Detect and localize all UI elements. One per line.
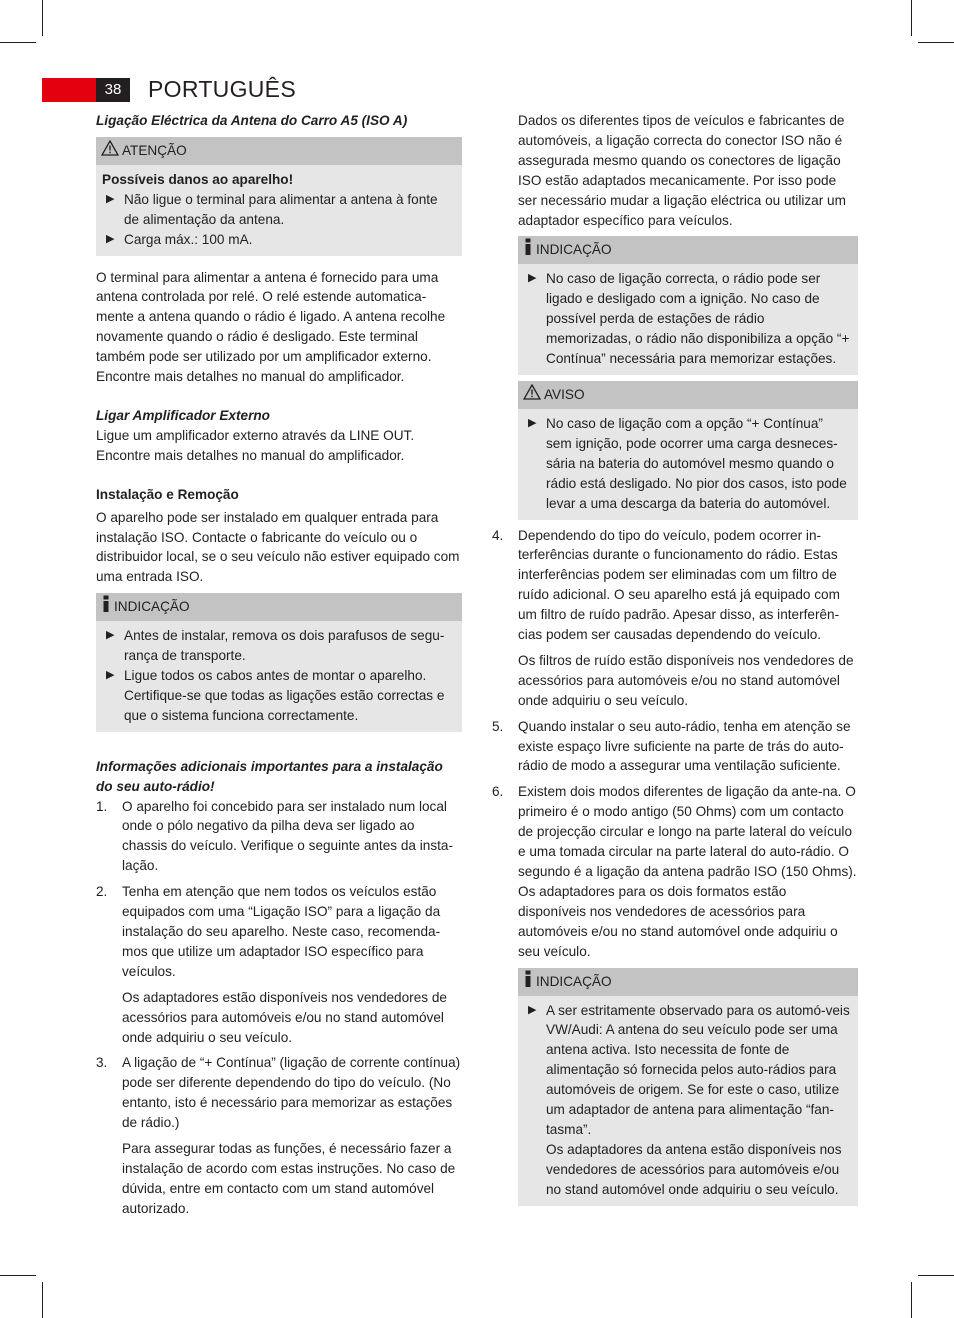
crop-mark — [0, 1275, 36, 1276]
arrow-right-icon: ▶ — [528, 416, 537, 429]
numbered-item: 1. O aparelho foi concebido para ser instalado num local onde o pólo negativo da pilha deva ser ligado ao chassis do veículo. Verifique o seguinte antes da insta-lação. — [96, 798, 453, 874]
warning-box-title: AVISO — [544, 387, 585, 403]
note-box — [518, 236, 858, 375]
amplifier-paragraph: Ligue um amplificador externo através da LINE OUT. Encontre mais detalhes no manual do amplificador. — [96, 427, 415, 463]
list-item: ▶ No caso de ligação com a opção “+ Contínua” sem ignição, pode ocorrer uma carga desneces-sária na bateria do automóvel mesmo quando o rádio está desligado. No pior dos casos, isto pode levar a uma descarga da bateria do automóvel. — [524, 414, 852, 514]
warning-triangle-icon — [523, 384, 541, 406]
page-header — [42, 78, 130, 102]
arrow-right-icon: ▶ — [528, 1003, 537, 1016]
crop-mark — [918, 42, 954, 43]
info-icon — [523, 970, 533, 994]
numbered-item-continuation: Os adaptadores estão disponíveis nos vendedores de acessórios para automóveis e/ou no stand automóvel onde adquiriu o seu veículo. — [122, 989, 447, 1045]
crop-mark — [911, 0, 912, 36]
attention-box-header — [96, 137, 462, 165]
note-box-title: INDICAÇÃO — [114, 599, 190, 615]
attention-box — [96, 137, 462, 256]
list-item: ▶ No caso de ligação correcta, o rádio pode ser ligado e desligado com a ignição. No caso de possível perda de estações de rádio memorizadas, o rádio não disponibiliza a opção “+ Contínua” necessária para memorizar estações. — [524, 269, 852, 369]
info-icon — [523, 238, 533, 262]
antenna-paragraph: O terminal para alimentar a antena é fornecido para uma antena controlada por relé. O relé estende automatica-mente a antena quando o rádio é ligado. A antena recolhe novamente quando o rádio é desligado. Este terminal também pode ser utilizado por um amplificador externo. Encontre mais detalhes no manual do amplificador. — [96, 269, 446, 385]
header-accent-bar — [42, 78, 96, 102]
numbered-item: 3. A ligação de “+ Contínua” (ligação de corrente contínua) pode ser diferente dependendo do tipo do veículo. (No entanto, isto é necessário para memorizar as estações de rádio.) — [96, 1055, 461, 1131]
crop-mark — [42, 0, 43, 36]
attention-subtitle: Possíveis danos ao aparelho! — [102, 171, 294, 187]
item-3-continuation: Dados os diferentes tipos de veículos e fabricantes de automóveis, a ligação correcta do conector ISO não é assegurada mesmo quando os conectores de ligação ISO estão adaptados mecanicamente. Por isso pode ser necessário mudar a ligação eléctrica ou utilizar um adaptador específico para veículos. — [518, 113, 846, 228]
numbered-item: 5. Quando instalar o seu auto-rádio, tenha em atenção se existe espaço livre suficiente na parte de trás do auto-rádio de modo a assegurar uma ventilação suficiente. — [492, 718, 851, 774]
list-item: ▶ A ser estritamente observado para os automó-veis VW/Audi: A antena do seu veículo pode ser uma antena activa. Isto necessita de fonte de alimentação só fornecida pelos auto-rádios para automóveis de origem. Se for este o caso, utilize um adaptador de antena para alimentação “fan-tasma”. Os adaptadores da antena estão disponíveis nos vendedores de acessórios para automóveis e/ou no stand automóvel onde adquiriu o seu veículo. — [524, 1001, 852, 1200]
list-item: ▶ Antes de instalar, remova os dois parafusos de segu-rança de transporte. — [102, 626, 456, 666]
note-box — [518, 968, 858, 1206]
section-heading-antenna: Ligação Eléctrica da Antena do Carro A5 (ISO A) — [96, 113, 408, 128]
arrow-right-icon: ▶ — [106, 669, 115, 682]
info-icon — [101, 595, 111, 619]
numbered-item-continuation: Para assegurar todas as funções, é necessário fazer a instalação de acordo com estas instruções. No caso de dúvida, entre em contacto com um stand automóvel autorizado. — [122, 1141, 456, 1216]
right-column — [492, 111, 858, 1206]
installation-paragraph: O aparelho pode ser instalado em qualquer entrada para instalação ISO. Contacte o fabricante do veículo ou o distribuidor local, se o seu veículo não estiver equipado com uma entrada ISO. — [96, 509, 460, 585]
numbered-item: 2. Tenha em atenção que nem todos os veículos estão equipados com uma “Ligação ISO” para a ligação da instalação do seu aparelho. Neste caso, recomenda-mos que utilize um adaptador ISO específico para veículos. — [96, 884, 441, 979]
numbered-item: 4. Dependendo do tipo do veículo, podem ocorrer in-terferências durante o funcionamento do rádio. Estas interferências podem ser eliminadas com um filtro de ruído adicional. O seu aparelho está já equipado com um filtro de ruído padrão. Apesar disso, as interferên-cias podem ser causadas dependendo do veículo. — [492, 527, 840, 643]
crop-mark — [918, 1275, 954, 1276]
section-heading-additional-info: Informações adicionais importantes para a instalação do seu auto-rádio! — [96, 758, 443, 794]
page-number: 38 — [96, 78, 130, 102]
arrow-right-icon: ▶ — [106, 629, 115, 642]
section-heading-installation: Instalação e Remoção — [96, 486, 239, 502]
note-box-title: INDICAÇÃO — [536, 242, 612, 258]
left-column — [96, 111, 462, 1219]
arrow-right-icon: ▶ — [528, 272, 537, 285]
note-box-title: INDICAÇÃO — [536, 973, 612, 989]
warning-box-header — [518, 381, 858, 409]
section-heading-amplifier: Ligar Amplificador Externo — [96, 407, 270, 423]
warning-triangle-icon — [101, 140, 119, 162]
note-box — [96, 593, 462, 732]
list-item: ▶ Não ligue o terminal para alimentar a antena à fonte de alimentação da antena. — [102, 190, 456, 230]
attention-box-title: ATENÇÃO — [122, 142, 187, 158]
warning-box — [518, 381, 858, 520]
note-box-header — [96, 593, 462, 621]
page-title: PORTUGUÊS — [148, 76, 296, 102]
crop-mark — [911, 1282, 912, 1318]
numbered-item-continuation: Os filtros de ruído estão disponíveis nos vendedores de acessórios para automóveis e/ou no stand automóvel onde adquiriu o seu veículo. — [518, 652, 854, 708]
numbered-item: 6. Existem dois modos diferentes de ligação da ante-na. O primeiro é o modo antigo (50 Ohms) com um contacto de projecção circular e longo na parte lateral do veículo e uma tomada circular na parte lateral do auto-rádio. O segundo é a ligação da antena padrão ISO (150 Ohms). Os adaptadores para os dois formatos estão disponíveis nos vendedores de acessórios para automóveis e/ou no stand automóvel onde adquiriu o seu veículo. — [492, 784, 857, 959]
arrow-right-icon: ▶ — [106, 192, 115, 205]
list-item: ▶ Carga máx.: 100 mA. — [102, 230, 456, 250]
crop-mark — [0, 42, 36, 43]
note-box-header — [518, 236, 858, 264]
note-box-header — [518, 968, 858, 996]
list-item: ▶ Ligue todos os cabos antes de montar o aparelho. Certifique-se que todas as ligações estão correctas e que o sistema funciona correctamente. — [102, 666, 456, 726]
arrow-right-icon: ▶ — [106, 232, 115, 245]
crop-mark — [42, 1282, 43, 1318]
